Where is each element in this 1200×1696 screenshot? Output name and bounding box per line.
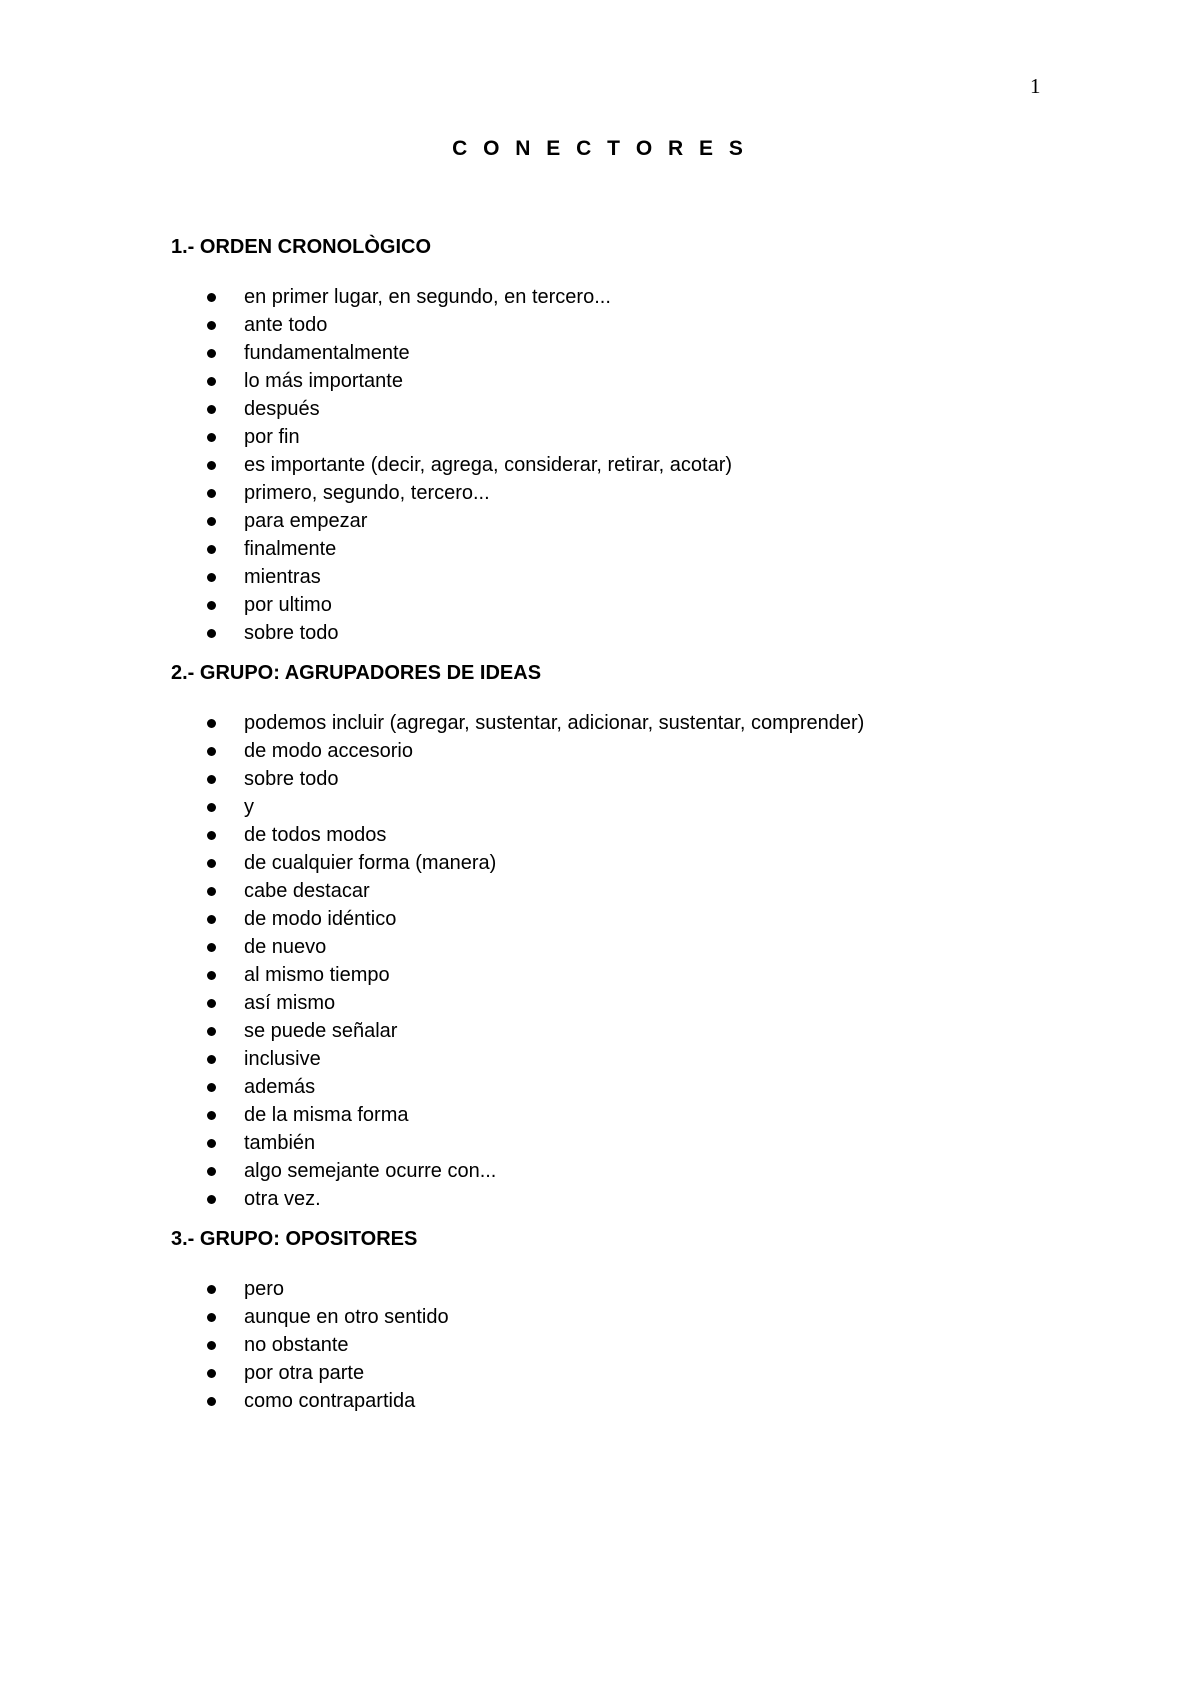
list-item [171,535,1071,563]
bullet-list [171,709,1071,1213]
list-item-text: y [244,796,254,818]
list-item-text: de todos modos [244,824,387,846]
bullet-list [171,283,1071,647]
bullet-icon [207,803,216,812]
list-item [171,849,1071,877]
list-item-text: sobre todo [244,768,339,790]
list-item [171,961,1071,989]
list-item-text: es importante (decir, agrega, considerar, retirar, acotar) [244,454,733,476]
list-item [171,367,1071,395]
list-item [171,423,1071,451]
list-item [171,1073,1071,1101]
bullet-icon [207,405,216,414]
section-heading: 2.- GRUPO: AGRUPADORES DE IDEAS [171,662,542,684]
bullet-icon [207,517,216,526]
list-item [171,1101,1071,1129]
list-item [171,1275,1071,1303]
bullet-list [171,1275,1071,1415]
list-item-text: de nuevo [244,936,327,958]
bullet-icon [207,999,216,1008]
bullet-icon [207,377,216,386]
list-item-text: de cualquier forma (manera) [244,852,497,874]
page-number: 1 [1030,74,1041,98]
list-item [171,311,1071,339]
list-item-text: de modo accesorio [244,740,413,762]
list-item [171,765,1071,793]
bullet-icon [207,1027,216,1036]
list-item [171,877,1071,905]
list-item-text: mientras [244,566,321,588]
bullet-icon [207,489,216,498]
bullet-icon [207,573,216,582]
list-item-text: en primer lugar, en segundo, en tercero... [244,286,611,308]
document-title: C O N E C T O R E S [452,137,748,160]
list-item-text: inclusive [244,1048,321,1070]
bullet-icon [207,1195,216,1204]
bullet-icon [207,1397,216,1406]
bullet-icon [207,293,216,302]
list-item-text: por otra parte [244,1362,365,1384]
bullet-icon [207,1083,216,1092]
list-item-text: después [244,398,320,420]
list-item [171,1331,1071,1359]
list-item [171,563,1071,591]
list-item-text: pero [244,1278,285,1300]
list-item [171,479,1071,507]
list-item-text: sobre todo [244,622,339,644]
section-heading: 3.- GRUPO: OPOSITORES [171,1228,418,1250]
list-item-text: al mismo tiempo [244,964,390,986]
list-item [171,989,1071,1017]
list-item [171,1303,1071,1331]
bullet-icon [207,601,216,610]
list-item-text: primero, segundo, tercero... [244,482,490,504]
list-item [171,1185,1071,1213]
list-item-text: para empezar [244,510,368,532]
list-item [171,619,1071,647]
list-item-text: lo más importante [244,370,403,392]
bullet-icon [207,943,216,952]
document-body [171,233,1071,1415]
list-item-text: además [244,1076,316,1098]
section-2 [171,659,1071,1213]
list-item [171,339,1071,367]
list-item-text: otra vez. [244,1188,321,1210]
bullet-icon [207,629,216,638]
bullet-icon [207,321,216,330]
bullet-icon [207,1313,216,1322]
bullet-icon [207,1369,216,1378]
list-item-text: cabe destacar [244,880,370,902]
list-item-text: ante todo [244,314,328,336]
list-item [171,1129,1071,1157]
list-item [171,933,1071,961]
list-item-text: también [244,1132,316,1154]
bullet-icon [207,747,216,756]
list-item [171,1045,1071,1073]
list-item [171,1017,1071,1045]
bullet-icon [207,831,216,840]
list-item [171,283,1071,311]
bullet-icon [207,1341,216,1350]
list-item-text: fundamentalmente [244,342,410,364]
list-item [171,507,1071,535]
section-1 [171,233,1071,647]
bullet-icon [207,545,216,554]
list-item-text: podemos incluir (agregar, sustentar, adicionar, sustentar, comprender) [244,712,865,734]
list-item [171,451,1071,479]
list-item-text: de modo idéntico [244,908,397,930]
bullet-icon [207,433,216,442]
bullet-icon [207,887,216,896]
list-item [171,905,1071,933]
list-item-text: aunque en otro sentido [244,1306,449,1328]
list-item [171,591,1071,619]
bullet-icon [207,859,216,868]
list-item [171,737,1071,765]
bullet-icon [207,349,216,358]
bullet-icon [207,1285,216,1294]
list-item-text: se puede señalar [244,1020,398,1042]
list-item-text: no obstante [244,1334,349,1356]
bullet-icon [207,719,216,728]
list-item [171,1387,1071,1415]
list-item [171,1359,1071,1387]
section-3 [171,1225,1071,1415]
list-item-text: como contrapartida [244,1390,416,1412]
list-item-text: algo semejante ocurre con... [244,1160,497,1182]
bullet-icon [207,915,216,924]
bullet-icon [207,1139,216,1148]
section-heading: 1.- ORDEN CRONOLÒGICO [171,236,432,258]
list-item-text: de la misma forma [244,1104,409,1126]
bullet-icon [207,1055,216,1064]
list-item [171,1157,1071,1185]
list-item-text: finalmente [244,538,337,560]
bullet-icon [207,971,216,980]
list-item [171,821,1071,849]
list-item [171,793,1071,821]
list-item-text: por fin [244,426,300,448]
list-item-text: por ultimo [244,594,332,616]
bullet-icon [207,775,216,784]
list-item [171,395,1071,423]
bullet-icon [207,461,216,470]
list-item-text: así mismo [244,992,336,1014]
list-item [171,709,1071,737]
bullet-icon [207,1111,216,1120]
bullet-icon [207,1167,216,1176]
